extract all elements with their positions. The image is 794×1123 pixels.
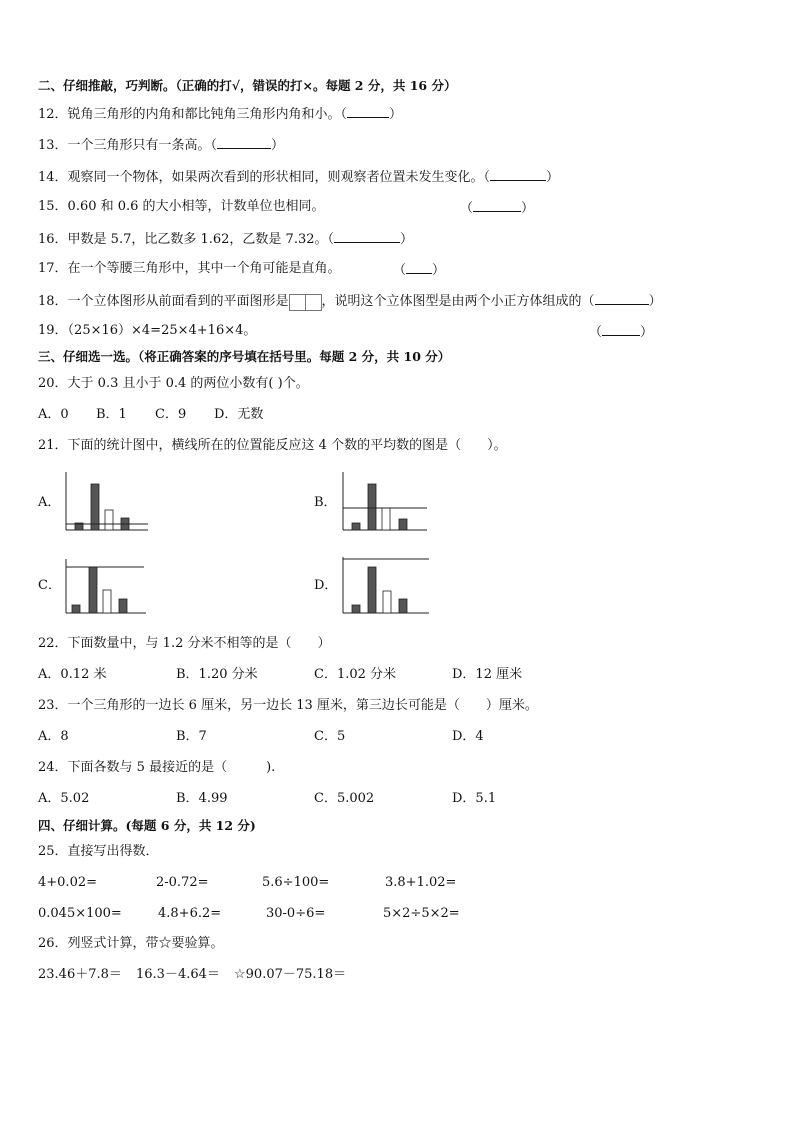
q15-close: ） <box>521 201 535 216</box>
chart-b-bar-2 <box>368 484 376 530</box>
chart-c <box>60 557 152 615</box>
q14-answer-blank[interactable] <box>490 168 546 181</box>
q25-row1-item-4: 3.8+1.02= <box>385 875 457 890</box>
q25-row1-item-2: 2-0.72= <box>156 875 209 890</box>
q15-answer-blank[interactable] <box>473 199 521 212</box>
q26-item-3: ☆90.07－75.18＝ <box>234 967 347 982</box>
q17-open: （ <box>393 263 407 278</box>
q18-text-a: 18．一个立体图形从前面看到的平面图形是 <box>38 294 289 309</box>
section4-title: 四、仔细计算。(每题 6 分，共 12 分) <box>38 818 256 833</box>
chart-b-bar-1 <box>352 523 360 530</box>
chart-c-bar-3 <box>103 590 111 613</box>
chart-d <box>337 555 429 615</box>
question-23: 23．一个三角形的一边长 6 厘米，另一边长 13 厘米，第三边长可能是（ ）厘米。 <box>38 698 538 713</box>
q23-option-a[interactable]: A．8 <box>38 729 69 744</box>
chart-c-bar-1 <box>72 605 80 613</box>
q16-answer-blank[interactable] <box>334 230 400 243</box>
question-15 <box>38 199 325 215</box>
q17-answer <box>393 261 445 279</box>
q13-text: 13．一个三角形只有一条高。（ <box>38 138 218 153</box>
chart-d-bar-4 <box>399 599 407 613</box>
chart-a-label[interactable]: A． <box>38 495 61 510</box>
q19-answer-blank[interactable] <box>602 323 640 336</box>
chart-d-label[interactable]: D． <box>314 578 338 593</box>
q13-answer-blank[interactable] <box>217 136 271 149</box>
q25-row2-item-1: 0.045×100= <box>38 906 122 921</box>
question-24: 24．下面各数与 5 最接近的是（ ). <box>38 760 276 775</box>
q12-answer-blank[interactable] <box>347 105 389 118</box>
question-20: 20．大于 0.3 且小于 0.4 的两位小数有( )个。 <box>38 376 309 391</box>
q16-close: ） <box>400 232 414 247</box>
q19-open: （ <box>589 325 603 340</box>
q20-option-d[interactable]: D．无数 <box>214 407 264 422</box>
q12-text: 12．锐角三角形的内角和都比钝角三角形内角和小。（ <box>38 107 348 122</box>
question-25: 25．直接写出得数． <box>38 844 159 859</box>
q14-close: ） <box>546 170 560 185</box>
chart-b <box>337 470 429 532</box>
q18-text-b: ，说明这个立体图型是由两个小正方体组成的（ <box>321 294 595 309</box>
q22-option-b[interactable]: B．1.20 分米 <box>176 667 258 682</box>
q24-option-d[interactable]: D．5.1 <box>452 791 497 806</box>
chart-d-bar-2 <box>368 567 376 613</box>
q20-option-c[interactable]: C．9 <box>155 407 187 422</box>
chart-c-bar-2 <box>89 567 97 613</box>
q15-open: （ <box>460 201 474 216</box>
q18-close: ） <box>648 294 662 309</box>
chart-b-bar-4 <box>399 519 407 530</box>
q25-row1-item-3: 5.6÷100= <box>262 875 330 890</box>
q24-option-a[interactable]: A．5.02 <box>38 791 90 806</box>
question-26: 26．列竖式计算，带☆要验算。 <box>38 936 224 951</box>
q13-close: ） <box>271 138 285 153</box>
q25-row1-item-1: 4+0.02= <box>38 875 98 890</box>
q19-close: ） <box>640 325 654 340</box>
chart-d-bar-3 <box>383 591 391 613</box>
q26-item-2: 16.3－4.64＝ <box>136 967 220 982</box>
chart-c-bar-4 <box>119 599 127 613</box>
question-12 <box>38 105 402 123</box>
question-17 <box>38 261 341 277</box>
q16-text: 16．甲数是 5.7，比乙数多 1.62，乙数是 7.32。（ <box>38 232 335 247</box>
cube-face-left <box>289 294 306 311</box>
chart-d-bar-1 <box>352 605 360 613</box>
q25-row2-item-3: 30-0÷6= <box>266 906 326 921</box>
chart-c-label[interactable]: C． <box>38 578 61 593</box>
q22-option-c[interactable]: C．1.02 分米 <box>314 667 397 682</box>
q15-answer <box>460 199 534 217</box>
q15-text: 15．0.60 和 0.6 的大小相等，计数单位也相同。 <box>38 199 325 214</box>
q19-text: 19．（25×16）×4=25×4+16×4。 <box>38 323 257 338</box>
chart-b-label[interactable]: B． <box>314 495 337 510</box>
question-21: 21．下面的统计图中，横线所在的位置能反应这 4 个数的平均数的图是（ ）。 <box>38 438 507 453</box>
q17-answer-blank[interactable] <box>406 261 432 274</box>
q14-text: 14．观察同一个物体，如果两次看到的形状相同，则观察者位置未发生变化。（ <box>38 170 491 185</box>
q17-close: ） <box>432 263 446 278</box>
question-19 <box>38 323 256 339</box>
q18-answer-blank[interactable] <box>595 292 649 305</box>
q26-item-1: 23.46＋7.8＝ <box>38 967 122 982</box>
q25-row2-item-2: 4.8+6.2= <box>158 906 222 921</box>
question-14 <box>38 168 559 186</box>
q17-text: 17．在一个等腰三角形中，其中一个角可能是直角。 <box>38 261 341 276</box>
q20-option-b[interactable]: B．1 <box>96 407 127 422</box>
chart-a-bar-2 <box>91 484 99 530</box>
chart-a <box>60 470 152 532</box>
q24-option-b[interactable]: B．4.99 <box>176 791 228 806</box>
two-cube-front-view <box>289 294 322 313</box>
chart-a-bar-3 <box>105 510 113 530</box>
question-13 <box>38 136 284 154</box>
section3-title: 三、仔细选一选。（将正确答案的序号填在括号里。每题 2 分，共 10 分） <box>38 349 451 364</box>
question-18 <box>38 292 662 313</box>
section2-title: 二、仔细推敲，巧判断。（正确的打√，错误的打×。每题 2 分，共 16 分） <box>38 78 457 93</box>
q23-option-c[interactable]: C．5 <box>314 729 346 744</box>
q20-option-a[interactable]: A．0 <box>38 407 69 422</box>
q23-option-d[interactable]: D．4 <box>452 729 484 744</box>
q22-option-a[interactable]: A．0.12 米 <box>38 667 107 682</box>
question-16 <box>38 230 413 248</box>
q24-option-c[interactable]: C．5.002 <box>314 791 375 806</box>
chart-b-bar-3 <box>382 508 390 530</box>
q23-option-b[interactable]: B．7 <box>176 729 207 744</box>
question-22: 22．下面数量中，与 1.2 分米不相等的是（ ） <box>38 636 331 651</box>
q19-answer <box>589 323 653 341</box>
q25-row2-item-4: 5×2÷5×2= <box>383 906 460 921</box>
cube-face-right <box>306 294 322 311</box>
q12-close: ） <box>389 107 403 122</box>
q22-option-d[interactable]: D．12 厘米 <box>452 667 523 682</box>
